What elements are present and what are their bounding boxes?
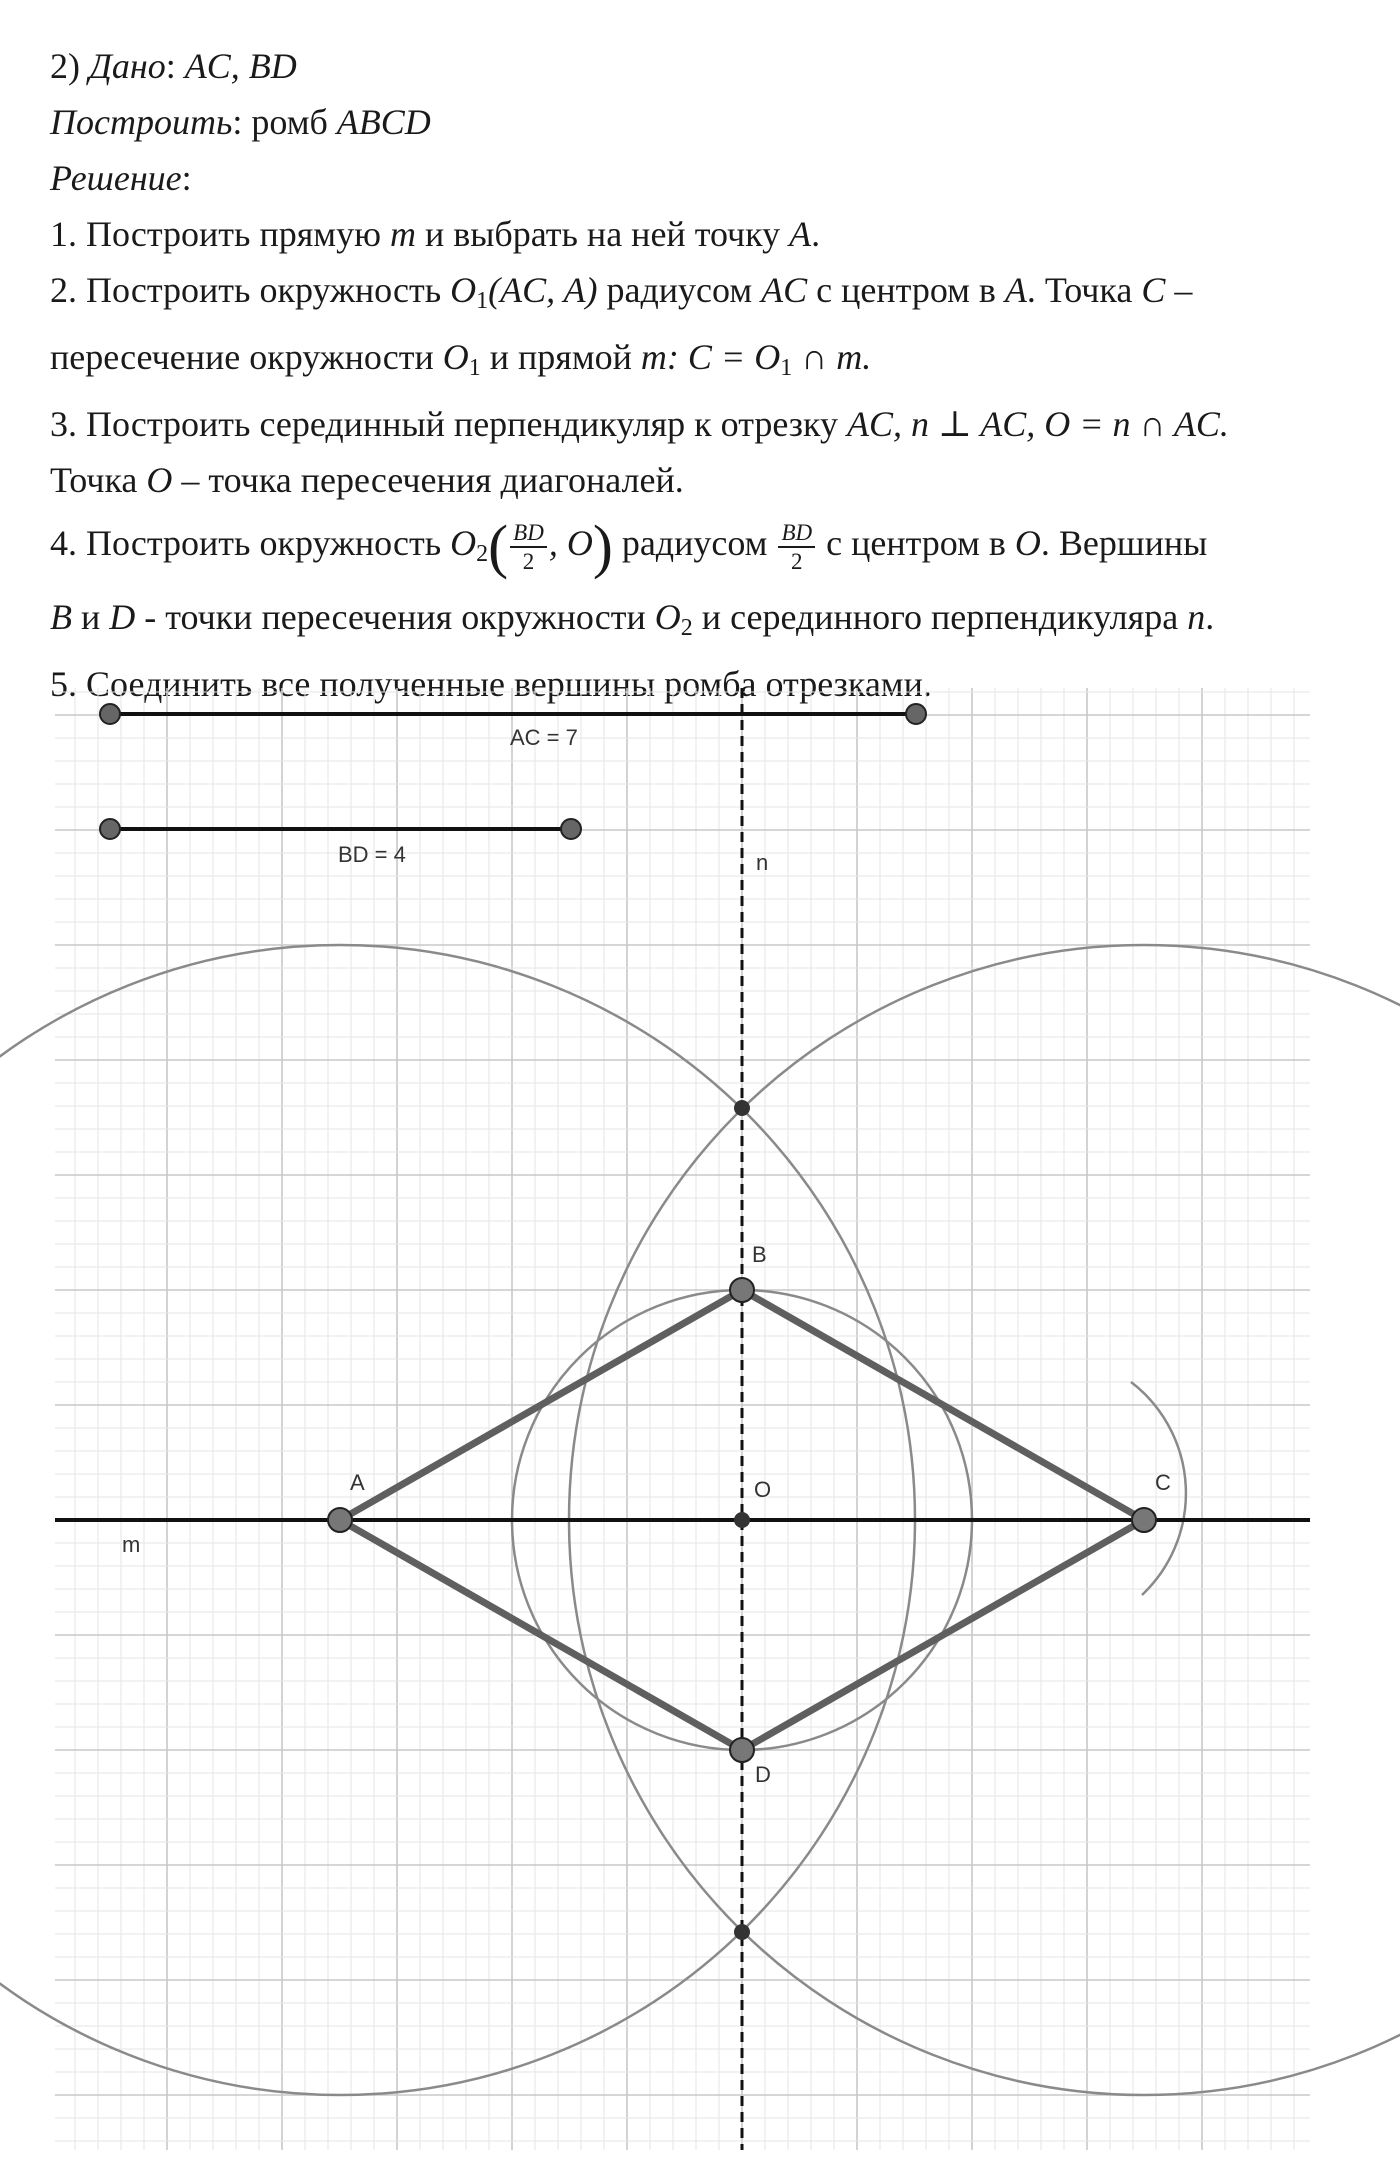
step-4-circle: O [450,523,477,563]
segment-ac-label: AC = 7 [510,725,578,750]
step-3-l2-o: O [146,460,173,500]
construct-line: Построить: ромб ABCD [50,102,431,142]
intersection-top [734,1100,750,1116]
step-2-mid3: . Точка [1026,270,1133,310]
paren-open: ( [488,513,509,580]
step-4 [50,508,1370,589]
point-c [1132,1508,1156,1532]
paren-close: ) [592,513,613,580]
step-1 [50,206,1370,262]
step-2-text: Построить окружность [86,270,442,310]
step-4-l2-end: . [1205,597,1215,637]
problem-text [50,38,1370,712]
step-2-mid: радиусом [606,270,753,310]
step-2-l2-mid: и прямой [489,337,632,377]
step-2-ac: AC [761,270,808,310]
step-2-cont [50,329,1370,396]
step-2-l2-text: пересечение окружности [50,337,434,377]
step-4-l2-circle: O [654,597,681,637]
segment-bd-label: BD = 4 [338,842,406,867]
given-label: Дано [89,46,166,86]
step-2-circle: O [450,270,477,310]
point-d [730,1738,754,1762]
step-1-number: 1. [50,214,77,254]
step-2-args: (AC, A) [488,270,598,310]
step-2-c: C [1141,270,1166,310]
line-m-label: m [122,1532,141,1557]
step-1-a: A [789,214,812,254]
step-4-l2-rest: - точки пересечения окружности [144,597,646,637]
point-o [734,1512,750,1528]
step-4-l2-rest2: и серединного перпендикуляра [701,597,1179,637]
step-2-l2-eq: C = O [687,337,781,377]
step-4-number: 4. [50,523,77,563]
step-1-end: . [811,214,821,254]
step-4-arg2: , O [548,523,593,563]
given-line: 2) Дано: AC, BD [50,46,297,86]
step-4-mid2: с центром в [826,523,1006,563]
step-2-l2-eq-sub: 1 [780,355,793,381]
step-5-number: 5. [50,664,77,704]
step-4-fraction-2 [778,519,815,575]
step-3-math: AC, n ⊥ AC, O = n ∩ AC. [847,404,1229,444]
step-2-sub: 1 [476,288,489,314]
step-4-mid: радиусом [621,523,768,563]
frac2-denominator: 2 [791,548,803,574]
step-3-l2-text: Точка [50,460,138,500]
step-1-mid: и выбрать на ней точку [424,214,781,254]
frac-denominator: 2 [522,548,535,574]
point-c-label: C [1155,1470,1171,1495]
grid [55,688,1310,2150]
given-value: AC, BD [184,46,297,86]
line-n-label: n [756,850,769,875]
point-d-label: D [755,1762,771,1787]
construct-math: ABCD [336,102,431,142]
step-4-l2-and: и [81,597,101,637]
segment-bd-end [561,819,581,839]
frac-numerator: BD [510,519,547,548]
step-2-l2-m: m: [640,337,679,377]
step-2-number: 2. [50,270,77,310]
problem-number: 2) [50,46,80,86]
frac2-numerator: BD [778,519,815,548]
point-a-label: A [350,1470,365,1495]
step-2 [50,262,1370,329]
step-2-mid2: с центром в [816,270,996,310]
step-2-l2-circle: O [442,337,469,377]
step-1-m: m [389,214,416,254]
point-b [730,1278,754,1302]
step-4-l2-sub: 2 [680,615,693,641]
step-3-number: 3. [50,404,77,444]
step-1-text: Построить прямую [86,214,381,254]
step-3-text: Построить серединный перпендикуляр к отрезку [86,404,838,444]
segment-bd-start [100,819,120,839]
step-2-a: A [1004,270,1027,310]
segment-ac-end [906,704,926,724]
construction-figure [0,688,1400,2167]
step-2-l2-sub: 1 [468,355,481,381]
construct-label: Построить [50,102,233,142]
step-4-l2-b: B [50,597,72,637]
step-3-cont [50,452,1370,508]
step-4-o: O [1014,523,1041,563]
step-4-fraction [510,519,547,575]
step-4-cont [50,589,1370,656]
solution-line: Решение: [50,158,192,198]
step-2-l2-cap: ∩ m. [801,337,872,377]
step-3 [50,396,1370,452]
step-5-text: Соединить все полученные вершины ромба отрезками. [86,664,932,704]
step-4-l2-d: D [109,597,136,637]
step-4-text: Построить окружность [86,523,442,563]
step-2-dash: – [1174,270,1193,310]
step-3-l2-rest: – точка пересечения диагоналей. [181,460,684,500]
point-a [328,1508,352,1532]
solution-label: Решение [50,158,182,198]
construct-word: ромб [251,102,328,142]
step-4-sub: 2 [476,541,489,567]
segment-ac-start [100,704,120,724]
point-b-label: B [752,1242,767,1267]
point-o-label: O [754,1477,772,1502]
intersection-bottom [734,1924,750,1940]
step-4-l2-n: n [1187,597,1206,637]
step-4-end: . Вершины [1040,523,1208,563]
